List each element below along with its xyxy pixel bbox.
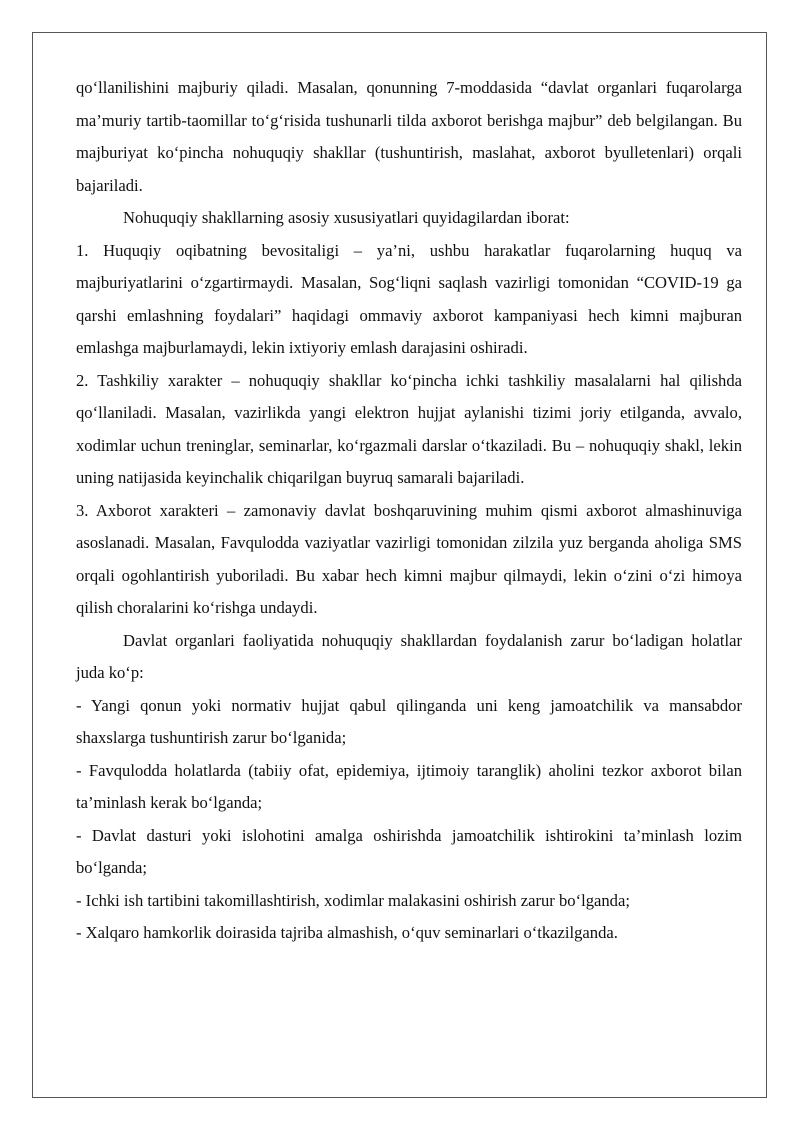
list-item-feature-1: 1. Huquqiy oqibatning bevositaligi – ya’ni, ushbu harakatlar fuqarolarning huquq va majburiyatlarini o‘zgartirmaydi. Masalan, Sog‘liqni saqlash vazirligi tomonidan “COVID-19 ga qarshi emlashning foydalari” haqidagi ommaviy axborot kampaniyasi hech kimni majburan emlashga majburlamaydi, lekin ixtiyoriy emlash darajasini oshiradi. [76, 240, 742, 357]
document-body [76, 72, 742, 950]
list-item-case-2: - Favqulodda holatlarda (tabiiy ofat, epidemiya, ijtimoiy taranglik) aholini tezkor axborot bilan ta’minlash kerak bo‘lganda; [76, 760, 742, 812]
list-item-case-5: - Xalqaro hamkorlik doirasida tajriba almashish, o‘quv seminarlari o‘tkazilganda. [76, 923, 618, 942]
list-item-case-4: - Ichki ish tartibini takomillashtirish, xodimlar malakasini oshirish zarur bo‘lganda; [76, 890, 630, 910]
paragraph-continuation: qo‘llanilishini majburiy qiladi. Masalan, qonunning 7-moddasida “davlat organlari fuqarolarga ma’muriy tartib-taomillar to‘g‘risida tushunarli tilda axborot berishga majbur” deb belgilangan. Bu majburiyat ko‘pincha nohuquqiy shakllar (tushuntirish, maslahat, axborot byulletenlari) orqali bajariladi. [76, 78, 742, 195]
paragraph-features-intro: Nohuquqiy shakllarning asosiy xususiyatlari quyidagilardan iborat: [123, 208, 570, 227]
paragraph-cases-intro: Davlat organlari faoliyatida nohuquqiy shakllardan foydalanish zarur bo‘ladigan holatlar juda ko‘p: [76, 630, 742, 682]
list-item-case-1: - Yangi qonun yoki normativ hujjat qabul qilinganda uni keng jamoatchilik va mansabdor shaxslarga tushuntirish zarur bo‘lganida; [76, 695, 742, 747]
list-item-case-3: - Davlat dasturi yoki islohotini amalga oshirishda jamoatchilik ishtirokini ta’minlash lozim bo‘lganda; [76, 825, 742, 877]
list-item-feature-2: 2. Tashkiliy xarakter – nohuquqiy shakllar ko‘pincha ichki tashkiliy masalalarni hal qilishda qo‘llaniladi. Masalan, vazirlikda yangi elektron hujjat aylanishi tizimi joriy etilganda, avvalo, xodimlar uchun treninglar, seminarlar, ko‘rgazmali darslar o‘tkaziladi. Bu – nohuquqiy shakl, lekin uning natijasida keyinchalik chiqarilgan buyruq samarali bajariladi. [76, 370, 742, 487]
list-item-feature-3: 3. Axborot xarakteri – zamonaviy davlat boshqaruvining muhim qismi axborot almashinuviga asoslanadi. Masalan, Favqulodda vaziyatlar vazirligi tomonidan zilzila yuz berganda aholiga SMS orqali ogohlantirish yuboriladi. Bu xabar hech kimni majbur qilmaydi, lekin o‘zini o‘zi himoya qilish choralarini ko‘rishga undaydi. [76, 500, 742, 617]
